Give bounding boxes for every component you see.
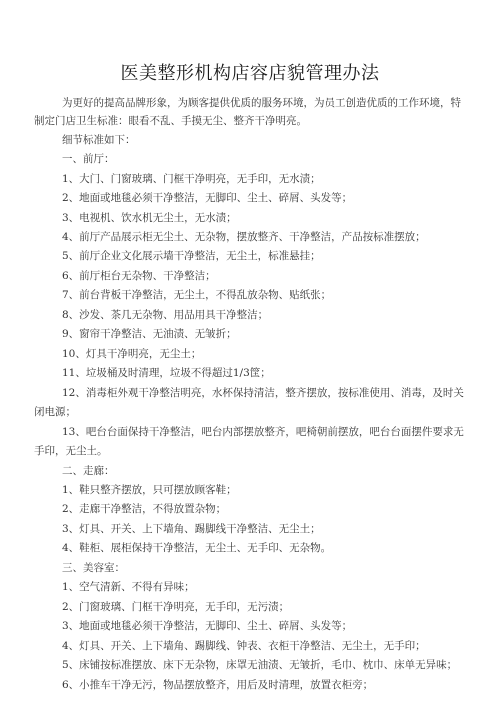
list-item: 4、前厅产品展示柜无尘土、无杂物，摆放整齐、干净整洁，产品按标准摆放； — [62, 231, 426, 243]
list-item: 2、地面或地毯必须干净整洁，无脚印、尘土、碎屑、头发等； — [62, 192, 353, 204]
list-item: 4、灯具、开关、上下墙角、踢脚线、钟表、衣柜干净整洁、无尘土，无手印； — [62, 640, 426, 652]
list-item: 7、前台背板干净整洁，无尘土，不得乱放杂物、贴纸张； — [62, 289, 332, 301]
list-item: 3、地面或地毯必须干净整洁，无脚印、尘土、碎屑、头发等； — [62, 620, 353, 632]
list-item-continuation: 手印，无尘土。 — [34, 445, 108, 457]
list-item: 5、前厅企业文化展示墙干净整洁，无尘土，标准悬挂； — [62, 250, 321, 262]
list-item: 1、鞋只整齐摆放，只可摆放顾客鞋； — [62, 484, 237, 496]
intro-line: 为更好的提高品牌形象，为顾客提供优质的服务环境，为员工创造优质的工作环境，特 — [62, 97, 461, 109]
list-item: 4、鞋柜、展柜保持干净整洁，无尘土、无手印、无杂物。 — [62, 542, 332, 554]
section-heading: 二、走廊： — [62, 465, 115, 477]
list-item-continuation: 闭电源； — [34, 406, 76, 418]
list-item: 12、消毒柜外观干净整洁明亮，水杯保持清洁，整齐摆放，按标准使用、消毒，及时关 — [62, 387, 464, 399]
list-item: 6、小推车干净无污，物品摆放整齐，用后及时清理，放置衣柜旁； — [62, 679, 374, 691]
list-item: 1、大门、门窗玻璃、门框干净明亮，无手印，无水渍； — [62, 173, 321, 185]
list-item: 10、灯具干净明亮，无尘土； — [62, 348, 202, 360]
list-item: 11、垃圾桶及时清理，垃圾不得超过1/3筐； — [62, 367, 271, 379]
list-item: 13、吧台台面保持干净整洁，吧台内部摆放整齐，吧椅朝前摆放，吧台台面摆件要求无 — [62, 426, 464, 438]
list-item: 9、窗帘干净整洁、无油渍、无皱折； — [62, 328, 237, 340]
list-item: 3、灯具、开关、上下墙角、踢脚线干净整洁、无尘土； — [62, 523, 321, 535]
list-item: 6、前厅柜台无杂物、干净整洁； — [62, 270, 216, 282]
intro-line: 制定门店卫生标准：眼看不乱、手摸无尘、整齐干净明亮。 — [34, 115, 307, 127]
list-item: 2、门窗玻璃、门框干净明亮，无手印，无污渍； — [62, 601, 290, 613]
list-item: 5、床铺按标准摆放、床下无杂物，床罩无油渍、无皱折，毛巾、枕巾、床单无异味； — [62, 659, 458, 671]
document-title: 医美整形机构店容店貌管理办法 — [120, 63, 380, 84]
list-item: 8、沙发、茶几无杂物、用品用具干净整洁； — [62, 309, 269, 321]
list-item: 3、电视机、饮水机无尘土，无水渍； — [62, 212, 237, 224]
list-item: 1、空气清新、不得有异味； — [62, 581, 195, 593]
list-item: 2、走廊干净整洁，不得放置杂物； — [62, 503, 227, 515]
standard-heading: 细节标准如下： — [62, 134, 136, 146]
section-heading: 三、美容室： — [62, 562, 125, 574]
section-heading: 一、前厅： — [62, 153, 115, 165]
